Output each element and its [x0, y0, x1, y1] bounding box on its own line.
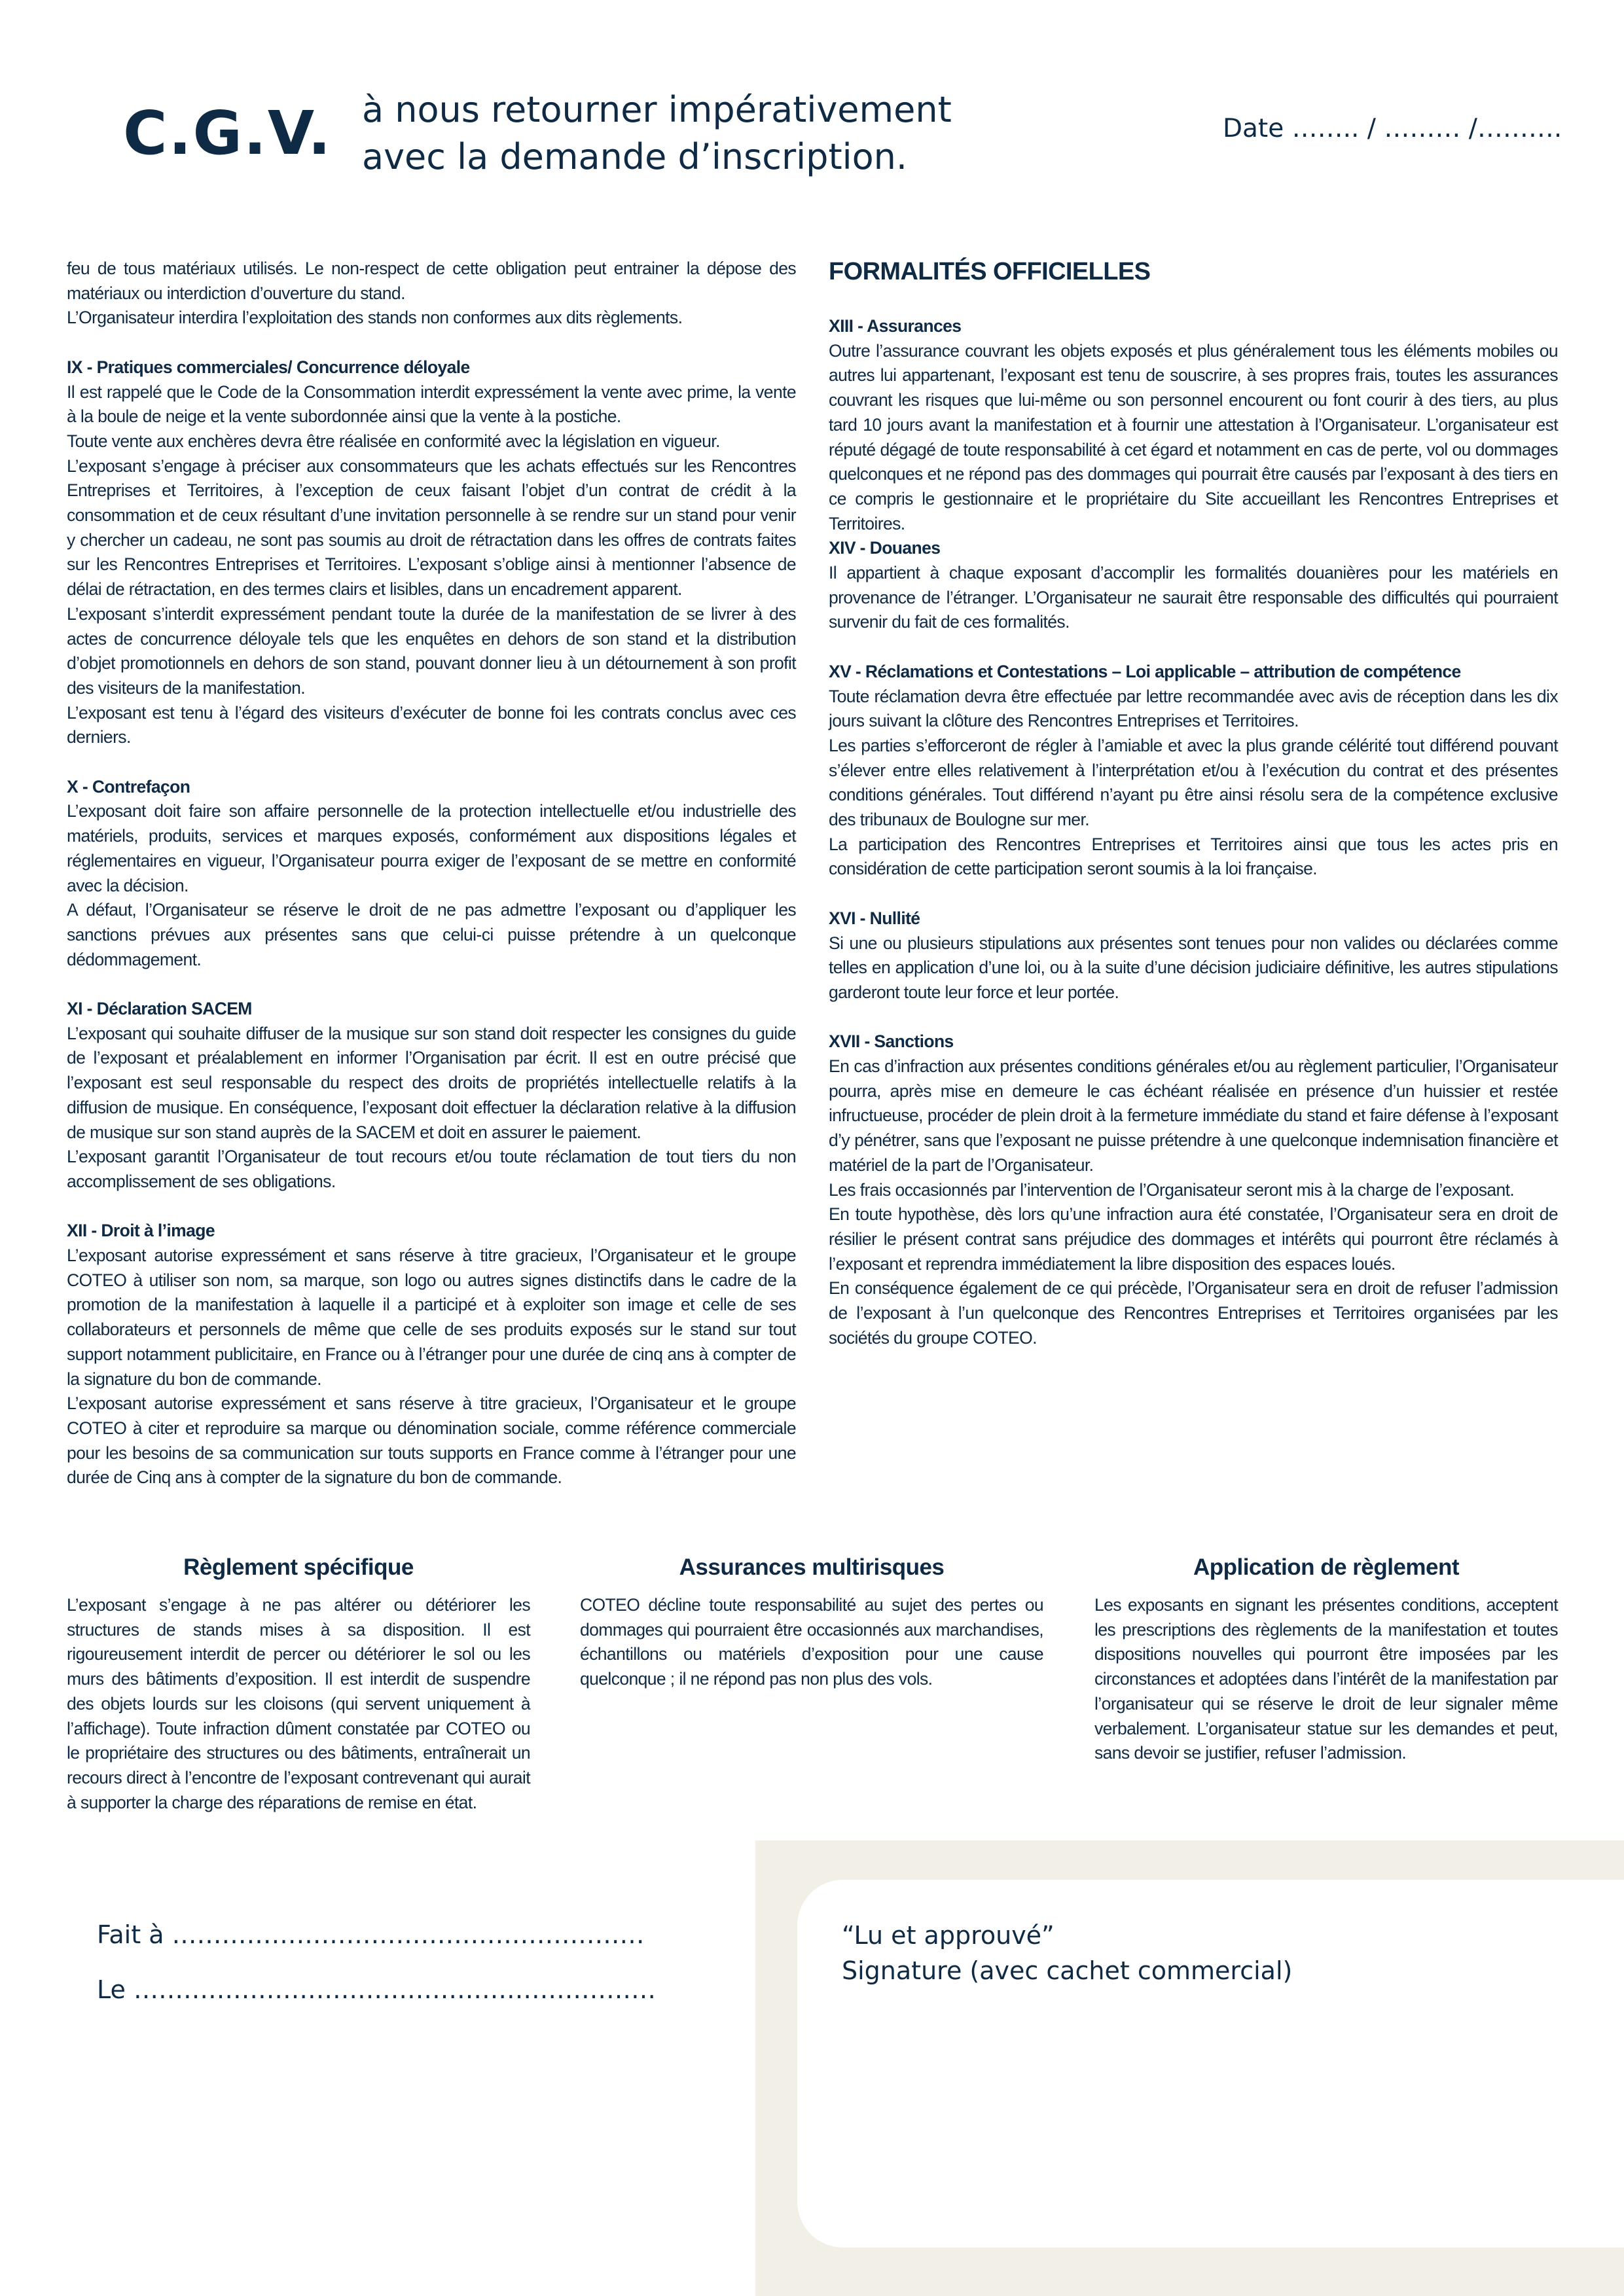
paragraph: L’exposant doit faire son affaire personnelle de la protection intellectuelle et/ou industrielle des matériels, produits, services et marques exposés, conformément aux dispositions légales et réglementaires en vigueur, l’Organisateur pourra exiger de l’exposant de se mettre en conformité avec la décision.	[67, 801, 796, 895]
paragraph: Il est rappelé que le Code de la Consommation interdit expressément la vente avec prime, la vente à la boule de neige et la vente subordonnée ainsi que la vente à la postiche.	[67, 382, 796, 427]
box-assurances-multirisques	[580, 1552, 1043, 1692]
section-title-xiii: XIII - Assurances	[829, 316, 962, 336]
paragraph: Outre l’assurance couvrant les objets exposés et plus généralement tous les éléments mobiles ou autres lui appartenant, l’exposant est tenu de souscrire, à ses propres frais, toutes les assurances couvrant les risques que lui-même ou son personnel encourent ou font courir à des tiers, au plus tard 10 jours avant la manifestation et à fournir une attestation à l’Organisateur. L’organisateur est réputé dégagé de toute responsabilité à cet égard et notamment en cas de perte, vol ou dommages quelconques et ne répond pas des dommages qui pourrait être causés par l’exposant à des tiers en ce compris le gestionnaire et le propriétaire du Site accueillant les Rencontres Entreprises et Territoires.	[829, 340, 1558, 533]
signature-labels	[842, 1918, 1292, 1988]
paragraph: L’exposant est tenu à l’égard des visiteurs d’exécuter de bonne foi les contrats conclus avec ces derniers.	[67, 702, 796, 747]
section-title-xii: XII - Droit à l’image	[67, 1221, 215, 1241]
section-title-xvii: XVII - Sanctions	[829, 1031, 954, 1052]
paragraph: L’Organisateur interdira l’exploitation des stands non conformes aux dits règlements.	[67, 308, 683, 328]
paragraph: En toute hypothèse, dès lors qu’une infraction aura été constatée, l’Organisateur sera en droit de résilier le présent contrat sans préjudice des dommages et intérêts qui pourront être réclamés à l’exposant et reprendra immédiatement la libre disposition des espaces loués.	[829, 1204, 1558, 1274]
section-title-x: X - Contrefaçon	[67, 776, 190, 797]
paragraph: Toute réclamation devra être effectuée par lettre recommandée avec avis de réception dans les dix jours suivant la clôture des Rencontres Entreprises et Territoires.	[829, 686, 1558, 731]
paragraph: L’exposant autorise expressément et sans réserve à titre gracieux, l’Organisateur et le groupe COTEO à citer et reproduire sa marque ou dénomination sociale, comme référence commerciale pour les besoins de sa communication sur touts supports en France comme à l’étranger pour une durée de Cinq ans à compter de la signature du bon de commande.	[67, 1393, 796, 1488]
subtitle-line-1: à nous retourner impérativement	[362, 89, 952, 130]
formalites-heading: FORMALITÉS OFFICIELLES	[829, 258, 1151, 285]
left-column	[67, 257, 796, 1490]
subtitle-line-2: avec la demande d’inscription.	[362, 136, 908, 177]
section-title-ix: IX - Pratiques commerciales/ Concurrence déloyale	[67, 357, 470, 377]
lu-et-approuve-label: “Lu et approuvé”	[842, 1921, 1055, 1950]
box-text: COTEO décline toute responsabilité au sujet des pertes ou dommages qui pourraient être occasionnés aux marchandises, échantillons ou matériels d’exposition pour une cause quelconque ; il ne répond pas non plus des vols.	[580, 1595, 1043, 1689]
box-reglement-specifique	[67, 1552, 530, 1815]
paragraph: L’exposant autorise expressément et sans réserve à titre gracieux, l’Organisateur et le groupe COTEO à utiliser son nom, sa marque, son logo ou autres signes distinctifs dans le cadre de la promotion de la manifestation à laquelle il a participé et à exploiter son image et celle de ses collaborateurs et personnels de même que celle de ses produits exposés sur le stand sur tout support notamment publicitaire, en France ou à l’étranger pour une durée de cinq ans à compter de la signature du bon de commande.	[67, 1246, 796, 1389]
date-field: Date …….. / ……… /……….	[1223, 114, 1562, 143]
fait-a-field[interactable]: Fait à …………………………………………………	[97, 1920, 645, 1949]
box-text: Les exposants en signant les présentes conditions, acceptent les prescriptions des règlements de la manifestation et toutes dispositions nouvelles qui pourront être imposées par les circonstances et adoptées dans l’intérêt de la manifestation par l’organisateur qui se réserve le droit de leur signaler même verbalement. L’organisateur statue sur les demandes et peut, sans devoir se justifier, refuser l’admission.	[1094, 1595, 1558, 1763]
paragraph: feu de tous matériaux utilisés. Le non-respect de cette obligation peut entrainer la dépose des matériaux ou interdiction d’ouverture du stand.	[67, 259, 796, 303]
signature-label: Signature (avec cachet commercial)	[842, 1956, 1293, 1985]
section-title-xv: XV - Réclamations et Contestations – Loi applicable – attribution de compétence	[829, 661, 1461, 681]
paragraph: En cas d’infraction aux présentes conditions générales et/ou au règlement particulier, l’Organisateur pourra, après mise en demeure le cas échéant réalisée en présence d’un huissier et restée infructueuse, procéder de plein droit à la fermeture immédiate du stand et faire défense à l’exposant d’y pénétrer, sans que l’exposant ne puisse prétendre à une quelconque indemnisation financière et matériel de la part de l’Organisateur.	[829, 1056, 1558, 1175]
le-date-field[interactable]: Le ………………………………………………………	[97, 1975, 656, 2004]
section-title-xi: XI - Déclaration SACEM	[67, 999, 252, 1019]
section-title-xvi: XVI - Nullité	[829, 908, 920, 928]
box-application-reglement	[1094, 1552, 1558, 1766]
box-title: Règlement spécifique	[183, 1554, 414, 1580]
paragraph: Les parties s’efforceront de régler à l’amiable et avec la plus grande célérité tout différend pouvant s’élever entre elles relativement à l’interprétation et/ou à l’exécution du contrat et des présentes conditions générales. Tout différend n’ayant pu être ainsi résolu sera de la compétence exclusive des tribunaux de Boulogne sur mer.	[829, 735, 1558, 830]
paragraph: Toute vente aux enchères devra être réalisée en conformité avec la législation en vigueur.	[67, 431, 720, 451]
paragraph: Il appartient à chaque exposant d’accomplir les formalités douanières pour les matériels en provenance de l’étranger. L’Organisateur ne saurait être responsable des difficultés qui pourraient survenir du fait de ces formalités.	[829, 563, 1558, 632]
box-title: Assurances multirisques	[679, 1554, 945, 1580]
document-title: C.G.V.	[123, 98, 333, 168]
paragraph: L’exposant garantit l’Organisateur de tout recours et/ou toute réclamation de tout tiers du non accomplissement de ses obligations.	[67, 1147, 796, 1191]
paragraph: La participation des Rencontres Entreprises et Territoires ainsi que tous les actes pris en considération de cette participation seront soumis à la loi française.	[829, 834, 1558, 879]
paragraph: A défaut, l’Organisateur se réserve le droit de ne pas admettre l’exposant ou d’appliquer les sanctions prévues aux présentes sans que celui-ci puisse prétendre à un quelconque dédommagement.	[67, 900, 796, 969]
paragraph: Si une ou plusieurs stipulations aux présentes sont tenues pour non valides ou déclarées comme telles en application d’une loi, ou à la suite d’une décision judiciaire définitive, les autres stipulations garderont toute leur force et leur portée.	[829, 933, 1558, 1002]
right-column	[829, 257, 1558, 1350]
document-subtitle	[362, 86, 952, 181]
section-title-xiv: XIV - Douanes	[829, 538, 941, 558]
paragraph: En conséquence également de ce qui précède, l’Organisateur sera en droit de refuser l’admission de l’exposant à l’un quelconque des Rencontres Entreprises et Territoires organisées par les sociétés du groupe COTEO.	[829, 1278, 1558, 1348]
box-text: L’exposant s’engage à ne pas altérer ou détériorer les structures de stands mises à sa disposition. Il est rigoureusement interdit de percer ou détériorer le sol ou les murs des bâtiments d’exposition. Il est interdit de suspendre des objets lourds sur les cloisons (qui servent uniquement à l’affichage). Toute infraction dûment constatée par COTEO ou le propriétaire des structures ou des bâtiments, entraînerait un recours direct à l’encontre de l’exposant contrevenant qui aurait à supporter la charge des réparations de remise en état.	[67, 1595, 530, 1812]
paragraph: L’exposant s’interdit expressément pendant toute la durée de la manifestation de se livrer à des actes de concurrence déloyale tels que les enquêtes en dehors de son stand et la distribution d’objet promotionnels en dehors de son stand, pouvant donner lieu à un détournement à son profit des visiteurs de la manifestation.	[67, 603, 796, 698]
paragraph: L’exposant qui souhaite diffuser de la musique sur son stand doit respecter les consignes du guide de l’exposant et préalablement en informer l’Organisation par écrit. Il est en outre précisé que l’exposant est seul responsable du respect des droits de propriétés intellectuelle relatifs à la diffusion de musique. En conséquence, l’exposant doit effectuer la déclaration relative à la diffusion de musique sur son stand auprès de la SACEM et doit en assurer le paiement.	[67, 1023, 796, 1142]
paragraph: L’exposant s’engage à préciser aux consommateurs que les achats effectués sur les Rencontres Entreprises et Territoires, à l’exception de ceux faisant l’objet d’un contrat de crédit à la consommation et de ceux résultant d’une invitation personnelle à se rendre sur un stand pour venir y chercher un cadeau, ne sont pas soumis au droit de rétractation dans les offres de contrats faites sur les Rencontres Entreprises et Territoires. L’exposant s’oblige ainsi à mentionner l’absence de délai de rétractation, en des termes clairs et lisibles, dans un encadrement apparent.	[67, 456, 796, 600]
paragraph: Les frais occasionnés par l’intervention de l’Organisateur seront mis à la charge de l’exposant.	[829, 1179, 1515, 1200]
box-title: Application de règlement	[1193, 1554, 1460, 1580]
